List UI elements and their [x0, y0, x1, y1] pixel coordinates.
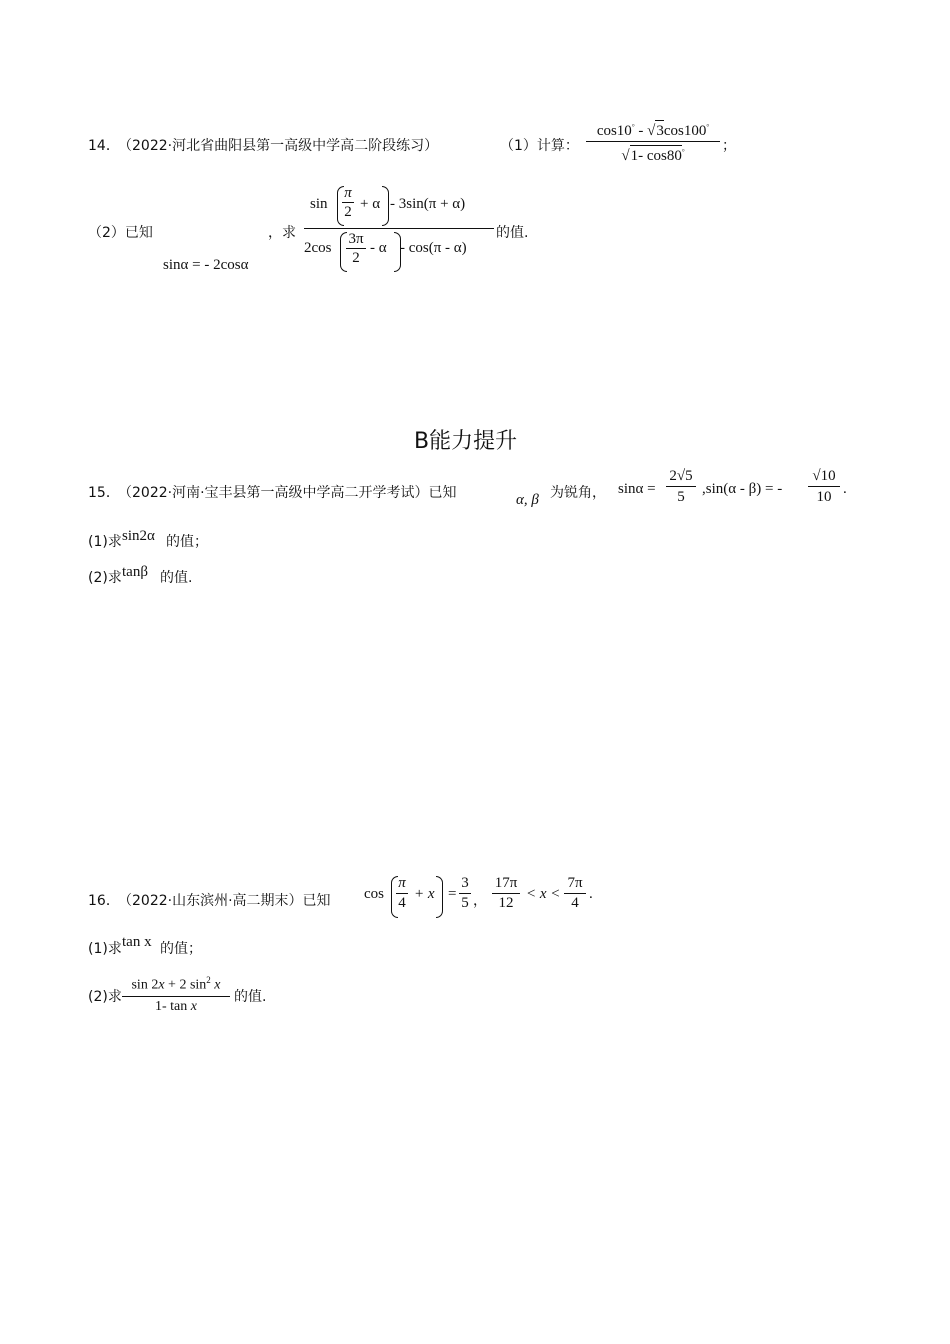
q16-p1-expr: tan x	[122, 934, 152, 950]
q15-sin-ab-value: √10 10	[808, 466, 840, 507]
q14-part2-given: sinα = - 2cosα	[163, 257, 249, 273]
q15-p1-expr: sin2α	[122, 528, 155, 544]
q16-comma: ，	[473, 893, 487, 909]
q14-number: 14．	[88, 138, 120, 154]
section-title: B能力提升	[414, 429, 518, 454]
q16-period: .	[589, 886, 593, 902]
q16-number: 16．	[88, 893, 120, 909]
q15-sin-a-lhs: sinα =	[618, 481, 656, 497]
q14-part1-prefix: （1）计算：	[500, 138, 579, 154]
q14-part2-fraction: sin π 2 + α - 3sin(π + α) 2cos 3π 2 - α - cos(π - α)	[304, 184, 494, 276]
q15-p2-expr: tanβ	[122, 564, 148, 580]
q15-p1-suffix: 的值；	[166, 534, 208, 550]
q15-p2-suffix: 的值.	[160, 570, 193, 586]
q15-number: 15．	[88, 485, 120, 501]
q15-p1-label: (1)求	[88, 534, 122, 550]
q16-source: （2022·山东滨州·高二期末）已知	[118, 893, 331, 909]
q15-acute: 为锐角，	[550, 485, 606, 501]
q16-ineq: < x <	[526, 886, 561, 902]
q16-three-fifths: 3 5	[459, 874, 471, 913]
q16-pi-over-4: π 4	[396, 874, 408, 913]
q16-p1-suffix: 的值；	[160, 941, 202, 957]
q15-vars: α, β	[516, 492, 539, 508]
q15-source: （2022·河南·宝丰县第一高级中学高二开学考试）已知	[118, 485, 457, 501]
q14-part1-numerator: cos10° - √3cos100°	[597, 117, 709, 141]
q15-sin-ab-lhs: ,sin(α - β) = -	[702, 481, 783, 497]
q16-p2-fraction: sin 2x + 2 $\sin^2 x$ 1- tan x	[122, 970, 230, 1017]
q15-p2-label: (2)求	[88, 570, 122, 586]
q14-part2-mid: ，求	[268, 225, 296, 241]
q15-sin-a-value: 2√5 5	[666, 466, 696, 507]
q14-part1-fraction	[586, 117, 720, 166]
q14-part1-denominator: √1- cos80°	[621, 142, 684, 166]
q14-part2-prefix: （2）已知	[88, 225, 153, 241]
q14-part2-suffix: 的值.	[496, 225, 529, 241]
q14-part1-suffix: ；	[722, 138, 736, 154]
q14-source: （2022·河北省曲阳县第一高级中学高二阶段练习）	[118, 138, 439, 154]
q16-cos: cos	[364, 886, 384, 902]
q16-17pi-over-12: 17π 12	[492, 874, 520, 913]
q15-period: .	[843, 481, 847, 497]
q16-7pi-over-4: 7π 4	[564, 874, 586, 913]
q16-p1-label: (1)求	[88, 941, 122, 957]
q16-plus-x: + x	[414, 886, 435, 902]
q16-p2-label: (2)求	[88, 989, 122, 1005]
q16-eq: =	[448, 886, 457, 902]
q16-p2-suffix: 的值.	[234, 989, 267, 1005]
